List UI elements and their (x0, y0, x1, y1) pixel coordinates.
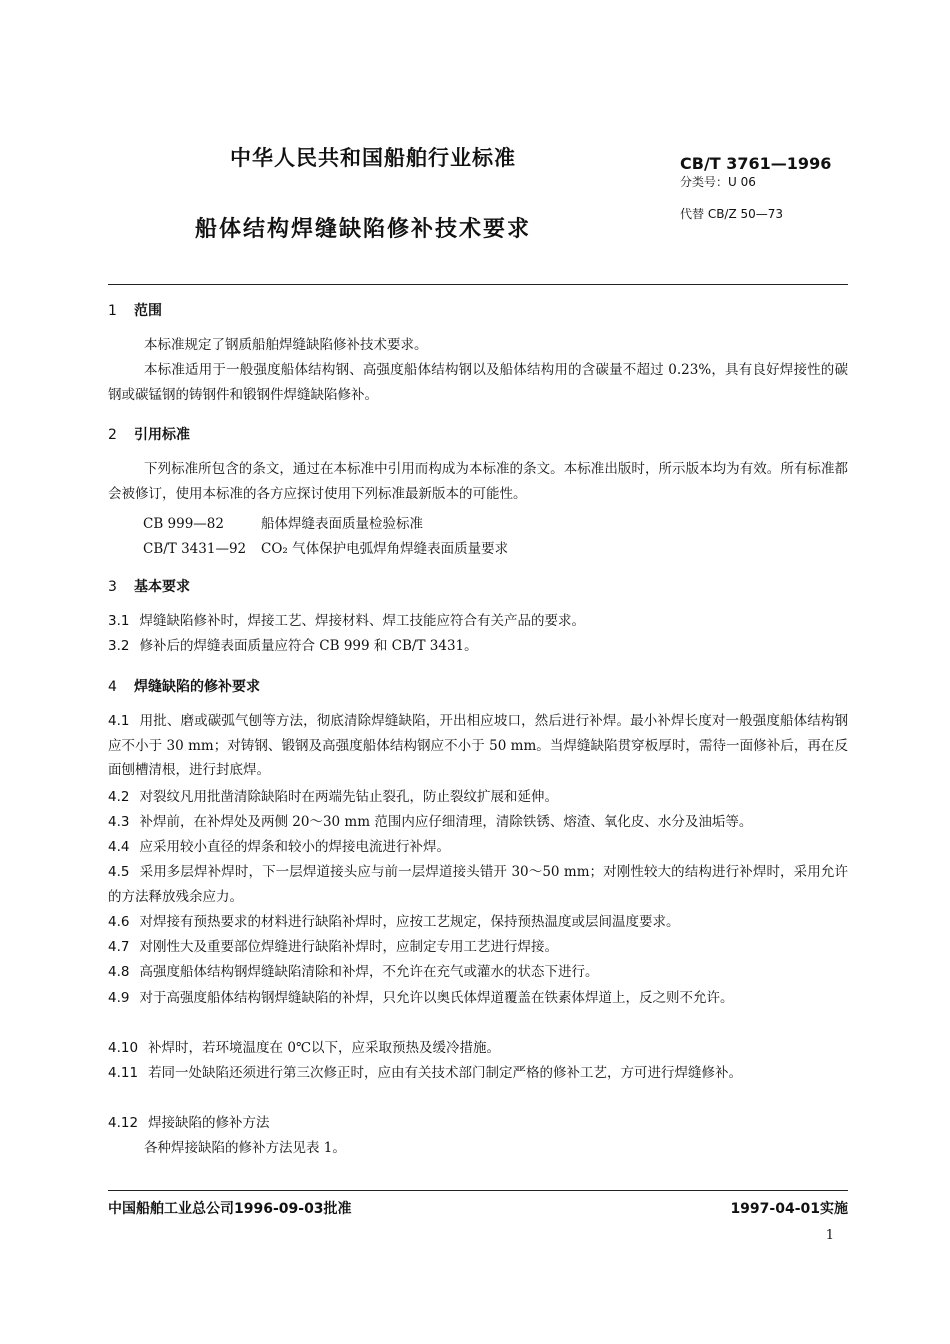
clause-number: 4.7 (108, 939, 130, 955)
clause-number: 4.10 (108, 1040, 139, 1056)
clause-3-1 (108, 609, 848, 634)
clause-number: 4.3 (108, 814, 130, 830)
reference-code: CB 999—82 (143, 516, 224, 532)
clause-text: 应采用较小直径的焊条和较小的焊接电流进行补焊。 (139, 839, 450, 855)
clause-number: 4.6 (108, 914, 130, 930)
clause-text: 对焊接有预热要求的材料进行缺陷补焊时，应按工艺规定，保持预热温度或层间温度要求。 (139, 914, 680, 930)
section-number: 4 (108, 679, 117, 695)
section-1-heading (108, 300, 162, 320)
page-number: 1 (825, 1228, 834, 1243)
clause-number: 4.1 (108, 713, 130, 729)
section-title: 引用标准 (134, 427, 190, 443)
clause-number: 4.4 (108, 839, 130, 855)
section-1-paragraph-2: 本标准适用于一般强度船体结构钢、高强度船体结构钢以及船体结构用的含碳量不超过 0.23%，具有良好焊接性的碳钢或碳锰钢的铸钢件和锻钢件焊缝缺陷修补。 (108, 362, 848, 403)
clause-text: 修补后的焊缝表面质量应符合 CB 999 和 CB/T 3431。 (139, 638, 478, 654)
footer-divider (108, 1190, 848, 1191)
section-1-paragraph-1: 本标准规定了钢质船舶焊缝缺陷修补技术要求。 (144, 337, 428, 353)
section-number: 2 (108, 427, 117, 443)
clause-4-3 (108, 810, 848, 835)
approval-date: 中国船舶工业总公司1996-09-03批准 (108, 1201, 352, 1217)
clause-number: 3.1 (108, 613, 130, 629)
clause-4-2 (108, 785, 848, 810)
section-title: 焊缝缺陷的修补要求 (134, 679, 260, 695)
section-2-paragraph-1: 下列标准所包含的条文，通过在本标准中引用而构成为本标准的条文。本标准出版时，所示版本均为有效。所有标准都会被修订，使用本标准的各方应探讨使用下列标准最新版本的可能性。 (108, 461, 848, 502)
section-number: 3 (108, 579, 117, 595)
section-number: 1 (108, 303, 117, 319)
clause-text: 采用多层焊补焊时，下一层焊道接头应与前一层焊道接头错开 30～50 mm；对刚性较大的结构进行补焊时，采用允许的方法释放残余应力。 (108, 864, 848, 905)
clause-4-10 (108, 1036, 848, 1061)
clause-number: 3.2 (108, 638, 130, 654)
section-2-heading (108, 424, 190, 444)
clause-4-5 (108, 860, 848, 909)
clause-4-12 (108, 1111, 848, 1136)
section-title: 范围 (134, 303, 162, 319)
effective-date: 1997-04-01实施 (730, 1201, 848, 1217)
reference-title: 船体焊缝表面质量检验标准 (261, 516, 423, 532)
header-divider (108, 284, 848, 285)
reference-standard (143, 512, 423, 532)
clause-text: 补焊前，在补焊处及两侧 20～30 mm 范围内应仔细清理，清除铁锈、熔渣、氧化皮、水分及油垢等。 (139, 814, 753, 830)
clause-4-11 (108, 1061, 848, 1086)
clause-4-9 (108, 986, 848, 1011)
reference-code: CB/T 3431—92 (143, 541, 247, 557)
clause-number: 4.5 (108, 864, 130, 880)
document-title: 船体结构焊缝缺陷修补技术要求 (195, 217, 532, 242)
section-3-heading (108, 576, 190, 596)
clause-text: 高强度船体结构钢焊缝缺陷清除和补焊，不允许在充气或灌水的状态下进行。 (139, 964, 599, 980)
replaces-standard: 代替 CB/Z 50—73 (680, 207, 784, 221)
clause-3-2 (108, 634, 848, 659)
clause-number: 4.8 (108, 964, 130, 980)
section-4-heading (108, 676, 260, 696)
reference-title: CO₂ 气体保护电弧焊角焊缝表面质量要求 (261, 541, 509, 557)
clause-number: 4.2 (108, 789, 130, 805)
clause-text: 对刚性大及重要部位焊缝进行缺陷补焊时，应制定专用工艺进行焊接。 (139, 939, 558, 955)
clause-text: 用批、磨或碳弧气刨等方法，彻底清除焊缝缺陷，开出相应坡口，然后进行补焊。最小补焊长度对一般强度船体结构钢应不小于 30 mm；对铸钢、锻钢及高强度船体结构钢应不小于 50 mm。当焊缝缺陷贯穿板厚时，需待一面修补后，再在反面刨槽清根，进行封底焊。 (108, 713, 848, 778)
clause-text: 焊缝缺陷修补时，焊接工艺、焊接材料、焊工技能应符合有关产品的要求。 (139, 613, 585, 629)
section-title: 基本要求 (134, 579, 190, 595)
reference-standard (143, 537, 508, 557)
clause-4-7 (108, 935, 848, 960)
clause-text: 对裂纹凡用批凿清除缺陷时在两端先钻止裂孔，防止裂纹扩展和延伸。 (139, 789, 558, 805)
clause-4-1 (108, 709, 848, 783)
clause-number: 4.11 (108, 1065, 139, 1081)
clause-text: 焊接缺陷的修补方法 (148, 1115, 270, 1131)
clause-4-6 (108, 910, 848, 935)
clause-text: 若同一处缺陷还须进行第三次修正时，应由有关技术部门制定严格的修补工艺，方可进行焊缝修补。 (148, 1065, 743, 1081)
clause-number: 4.9 (108, 990, 130, 1006)
standard-code: CB/T 3761—1996 (680, 154, 832, 173)
clause-text: 补焊时，若环境温度在 0℃以下，应采取预热及缓冷措施。 (148, 1040, 501, 1056)
clause-number: 4.12 (108, 1115, 139, 1131)
issuing-organization: 中华人民共和国船舶行业标准 (230, 146, 516, 170)
clause-4-4 (108, 835, 848, 860)
classification-number: 分类号：U 06 (680, 175, 756, 189)
section-4-closing-paragraph: 各种焊接缺陷的修补方法见表 1。 (144, 1140, 346, 1156)
clause-4-8 (108, 960, 848, 985)
clause-text: 对于高强度船体结构钢焊缝缺陷的补焊，只允许以奥氏体焊道覆盖在铁素体焊道上，反之则不允许。 (139, 990, 734, 1006)
